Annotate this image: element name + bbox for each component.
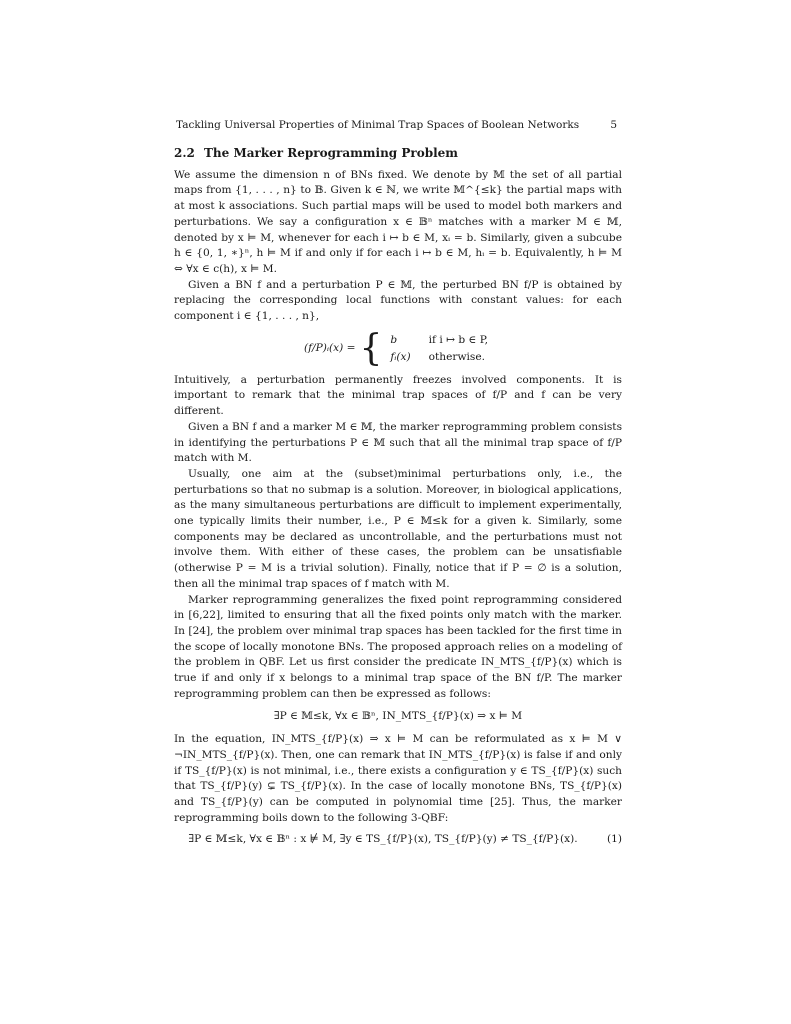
paragraph-minimal-perturbations: Usually, one aim at the (subset)minimal perturbations only, i.e., the perturbations so that no submap is a solution. Moreover, in biological applications, as the many simultaneous perturbations are difficult to implement experimentally, one typically limits their number, i.e., P ∈ 𝕄≤k for a given k. Similarly, some components may be declared as uncontrollable, and the perturbations must not involve them. With either of these cases, the problem can be unsatisfiable (otherwise P = M is a trivial solution). Finally, notice that if P = ∅ is a solution, then all the minimal trap spaces of f match with M. (174, 467, 622, 590)
equation-reprogramming: ∃P ∈ 𝕄≤k, ∀x ∈ 𝔹ⁿ, IN_MTS_{f/P}(x) ⇒ x ⊨ M (273, 709, 523, 722)
paragraph-intuition: Intuitively, a perturbation permanently freezes involved components. It is important to remark that the minimal trap spaces of f/P and f can be very different. (174, 373, 622, 418)
section-title: The Marker Reprogramming Problem (204, 146, 458, 160)
case2-condition: otherwise. (428, 350, 485, 363)
page-body (174, 146, 622, 848)
case1-value: b (390, 333, 398, 346)
running-header (176, 119, 617, 131)
equation-number: (1) (606, 833, 622, 846)
running-title: Tackling Universal Properties of Minimal Trap Spaces of Boolean Networks (176, 119, 580, 131)
equation-lhs: (f/P)ᵢ(x) = (303, 341, 356, 354)
left-brace: { (359, 327, 383, 369)
paragraph-reformulation: In the equation, IN_MTS_{f/P}(x) ⇒ x ⊨ M can be reformulated as x ⊨ M ∨ ¬IN_MTS_{f/P}(x). Then, one can remark that IN_MTS_{f/P}(x) is false if and only if TS_{f/P}(x) is not minimal, i.e., there exists a configuration y ∈ TS_{f/P}(x) such that TS_{f/P}(y) ⊊ TS_{f/P}(x). In the case of locally monotone BNs, TS_{f/P}(x) and TS_{f/P}(y) can be computed in polynomial time [25]. Thus, the marker reprogramming boils down to the following 3-QBF: (174, 733, 622, 824)
section-heading (174, 146, 622, 162)
paragraph-related-work: Marker reprogramming generalizes the fixed point reprogramming considered in [6,22], limited to ensuring that all the fixed points only match with the marker. In [24], the problem over minimal trap spaces has been tackled for the first time in the scope of locally monotone BNs. The proposed approach relies on a modeling of the problem in QBF. Let us first consider the predicate IN_MTS_{f/P}(x) which is true if and only if x belongs to a minimal trap space of the BN f/P. The marker reprogramming problem can then be expressed as follows: (174, 593, 622, 700)
cases-table (386, 332, 492, 366)
paragraph-problem-definition: Given a BN f and a marker M ∈ 𝕄, the marker reprogramming problem consists in identifying the perturbations P ∈ 𝕄 such that all the minimal trap space of f/P match with M. (174, 420, 622, 465)
page-number: 5 (610, 119, 617, 131)
equation-3qbf (174, 832, 622, 848)
paragraph-definitions: We assume the dimension n of BNs fixed. We denote by 𝕄 the set of all partial maps from {1, . . . , n} to 𝔹. Given k ∈ ℕ, we write 𝕄^{≤k} the partial maps with at most k associations. Such partial maps will be used to model both markers and perturbations. We say a configuration x ∈ 𝔹ⁿ matches with a marker M ∈ 𝕄, denoted by x ⊨ M, whenever for each i ↦ b ∈ M, xᵢ = b. Similarly, given a subcube h ∈ {0, 1, ∗}ⁿ, h ⊨ M if and only if for each i ↦ b ∈ M, hᵢ = b. Equivalently, h ⊨ M ⇔ ∀x ∈ c(h), x ⊨ M. (174, 168, 622, 275)
case1-condition: if i ↦ b ∈ P, (428, 333, 489, 346)
equation-perturbation-cases (174, 327, 622, 369)
paragraph-perturbed-bn: Given a BN f and a perturbation P ∈ 𝕄, the perturbed BN f/P is obtained by replacing the corresponding local functions with constant values: for each component i ∈ {1, . . . , n}, (174, 278, 622, 323)
section-number: 2.2 (174, 146, 195, 160)
case2-value: fᵢ(x) (390, 350, 411, 363)
equation-3qbf-formula: ∃P ∈ 𝕄≤k, ∀x ∈ 𝔹ⁿ : x ⊭ M, ∃y ∈ TS_{f/P}(x), TS_{f/P}(y) ≠ TS_{f/P}(x). (188, 833, 578, 846)
